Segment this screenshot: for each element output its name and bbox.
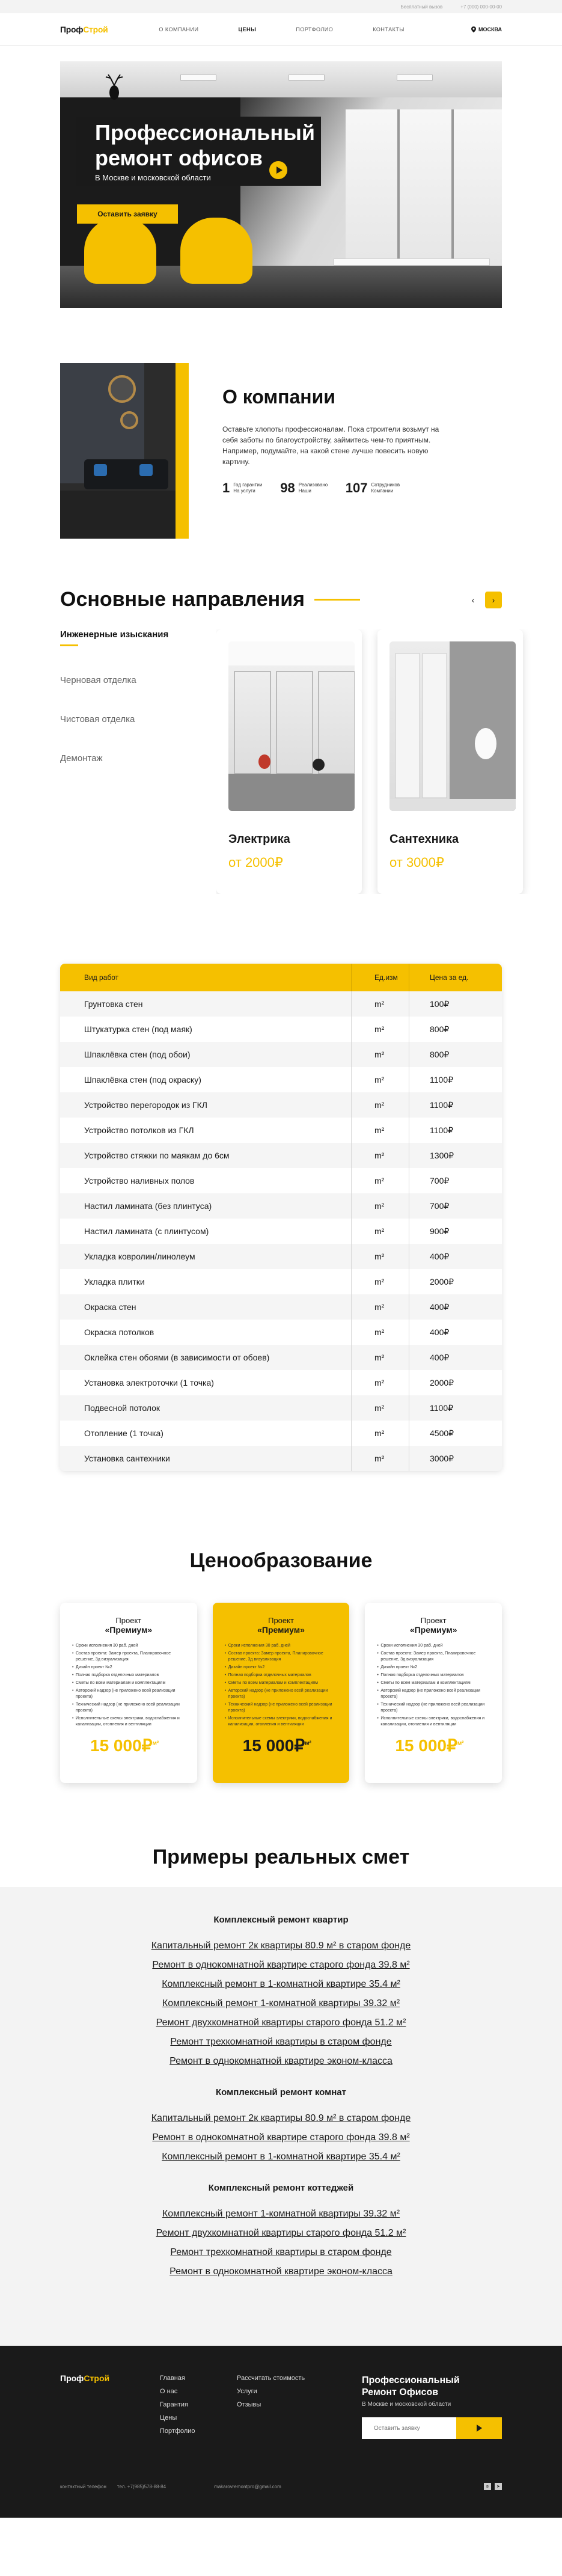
card-price: от 2000₽: [228, 855, 283, 870]
stat-employees: [346, 480, 402, 496]
footer-cta-title-line1: Профессиональный: [362, 2375, 460, 2385]
nav-item-portfolio[interactable]: ПОРТФОЛИО: [296, 26, 334, 32]
hero-window: [346, 109, 502, 266]
window-frame: [451, 109, 454, 266]
table-cell: m²: [351, 1067, 409, 1092]
service-cards: [216, 629, 562, 894]
table-cell: 700₽: [409, 1193, 502, 1219]
stat-label: Сотрудников Компании: [371, 482, 400, 494]
table-row: [60, 1370, 502, 1395]
estimates-group-heading: Комплексный ремонт квартир: [213, 1915, 349, 1925]
plan-feature: • Авторский надзор (не приложено всей реализации проекта): [72, 1688, 185, 1700]
pricing-plan-card[interactable]: [213, 1603, 350, 1783]
plan-feature: • Сроки исполнения 30 раб. дней: [72, 1643, 185, 1649]
about-title: О компании: [222, 386, 335, 408]
pillow: [94, 464, 107, 476]
table-cell: 1100₽: [409, 1118, 502, 1143]
table-cell: Устройство перегородок из ГКЛ: [84, 1100, 207, 1110]
estimate-link[interactable]: Ремонт в однокомнатной квартире старого фонда 39.8 м²: [152, 2132, 410, 2143]
wall-plate: [120, 411, 138, 429]
card-title: Сантехника: [389, 833, 459, 846]
estimate-link[interactable]: Комплексный ремонт 1-комнатной квартиры 39.32 м²: [162, 1998, 400, 2008]
ceiling-light: [289, 75, 325, 81]
table-cell: Устройство наливных полов: [84, 1176, 195, 1186]
table-cell: m²: [351, 1219, 409, 1244]
table-row: [60, 1042, 502, 1067]
table-cell: 400₽: [409, 1294, 502, 1320]
table-cell: 1300₽: [409, 1143, 502, 1168]
plan-price-value: 15 000₽: [90, 1736, 153, 1755]
plan-name: «Премиум»: [105, 1625, 153, 1635]
email-link[interactable]: makarovremontpro@gmail.com: [214, 2483, 281, 2489]
table-row: [60, 1219, 502, 1244]
vk-icon[interactable]: в: [484, 2483, 491, 2490]
plan-price-value: 15 000₽: [395, 1736, 457, 1755]
table-cell: m²: [351, 1143, 409, 1168]
table-cell: Подвесной потолок: [84, 1403, 160, 1413]
top-strip: [0, 0, 562, 13]
about-description: Оставьте хлопоты профессионалам. Пока строители возьмут на себя заботы по благоустройству, займитесь чем-то приятным. Например, подумайте, на какой стене лучше повесить новую картину.: [222, 425, 439, 466]
table-row: [60, 1067, 502, 1092]
table-body: [60, 991, 502, 1471]
footer-link[interactable]: О нас: [160, 2388, 178, 2395]
table-cell: m²: [351, 1092, 409, 1118]
table-cell: 100₽: [409, 991, 502, 1017]
direction-item[interactable]: Чистовая отделка: [60, 714, 135, 724]
about-stats: [222, 480, 453, 496]
table-cell: 900₽: [409, 1219, 502, 1244]
table-row: [60, 991, 502, 1017]
stat-label: Год гарантии На услуги: [233, 482, 263, 494]
plan-feature: • Состав проекта: Замер проекта, Планировочное решение, 3д визуализация: [225, 1651, 338, 1663]
estimate-link[interactable]: Ремонт трехкомнатной квартиры в старом фонде: [170, 2247, 392, 2257]
service-card-plumbing[interactable]: [377, 629, 523, 894]
table-cell: m²: [351, 1320, 409, 1345]
direction-item[interactable]: Демонтаж: [60, 753, 103, 763]
estimate-link[interactable]: Комплексный ремонт в 1-комнатной квартире 35.4 м²: [162, 2152, 400, 2162]
card-image: [389, 641, 516, 811]
plan-feature: • Полная подборка отделочных материалов: [377, 1672, 490, 1678]
stat-number: 98: [280, 480, 295, 495]
logo[interactable]: [60, 25, 108, 34]
estimate-link[interactable]: Ремонт двухкомнатной квартиры старого фонда 51.2 м²: [156, 2228, 406, 2238]
phone-number[interactable]: тел. +7(985)578-88-84: [117, 2483, 166, 2489]
estimates-title: Примеры реальных смет: [152, 1846, 410, 1868]
plan-label: Проект: [268, 1616, 294, 1625]
plan-feature: • Исполнительные схемы электрики, водоснабжения и канализации, отопления и вентиляции: [225, 1716, 338, 1728]
estimate-link[interactable]: Ремонт в однокомнатной квартире эконом-класса: [170, 2266, 392, 2277]
table-cell: m²: [351, 1395, 409, 1421]
table-cell: m²: [351, 1269, 409, 1294]
footer-cta-title-line2: Ремонт Офисов: [362, 2387, 439, 2397]
yellow-accent-bar: [176, 363, 189, 539]
footer-link[interactable]: Рассчитать стоимость: [237, 2375, 305, 2382]
directions-menu: [60, 629, 216, 894]
table-cell: Окраска стен: [84, 1302, 136, 1312]
table-cell: Настил ламината (с плинтусом): [84, 1226, 209, 1236]
social-links: [484, 2483, 502, 2490]
footer-form: [362, 2417, 502, 2439]
stat-number: 1: [222, 480, 230, 495]
send-arrow-button[interactable]: [456, 2417, 502, 2439]
footer-logo[interactable]: [60, 2373, 109, 2383]
table-cell: m²: [351, 1294, 409, 1320]
table-row: [60, 1446, 502, 1471]
nav-item-contacts[interactable]: КОНТАКТЫ: [373, 26, 405, 32]
plan-feature: • Технический надзор (не приложено всей реализации проекта): [72, 1702, 185, 1714]
table-cell: Отопление (1 точка): [84, 1428, 163, 1438]
deer-head-decor-icon: [96, 73, 132, 103]
bathroom-illustration: [389, 641, 516, 811]
estimates-group-heading: Комплексный ремонт комнат: [216, 2087, 346, 2097]
card-price: от 3000₽: [389, 855, 444, 870]
card-title: Электрика: [228, 833, 290, 846]
table-cell: Установка сантехники: [84, 1454, 170, 1463]
estimates-group: [60, 2183, 502, 2277]
table-header-cell: Цена за ед.: [409, 964, 502, 991]
stat-number: 107: [345, 480, 368, 495]
estimates-section: [0, 1887, 562, 2346]
table-row: [60, 1395, 502, 1421]
directions-header: [60, 588, 502, 611]
estimate-link[interactable]: Ремонт в однокомнатной квартире старого фонда 39.8 м²: [152, 1960, 410, 1970]
location-pin-icon: [471, 26, 476, 32]
table-header-cell: Ед.изм: [351, 964, 409, 991]
request-input[interactable]: [362, 2417, 456, 2439]
ceiling-light: [180, 75, 216, 81]
plan-price-unit: м²: [152, 1740, 159, 1747]
plan-label: Проект: [115, 1616, 142, 1625]
table-cell: m²: [351, 1421, 409, 1446]
table-cell: 4500₽: [409, 1421, 502, 1446]
estimate-link[interactable]: Капитальный ремонт 2к квартиры 80.9 м² в старом фонде: [151, 2113, 411, 2123]
plan-feature: • Технический надзор (не приложено всей реализации проекта): [225, 1702, 338, 1714]
table-row: [60, 1244, 502, 1269]
nav-item-prices[interactable]: ЦЕНЫ: [238, 26, 257, 32]
estimates-group: [60, 1915, 502, 2067]
plan-price: [90, 1736, 159, 1755]
table-cell: 1100₽: [409, 1395, 502, 1421]
plan-price-unit: м²: [305, 1740, 311, 1747]
plan-feature: • Дизайн проект №2: [377, 1665, 490, 1671]
table-row: [60, 1092, 502, 1118]
table-cell: m²: [351, 1193, 409, 1219]
plan-price: [395, 1736, 463, 1755]
plan-feature: • Исполнительные схемы электрики, водоснабжения и канализации, отопления и вентиляции: [72, 1716, 185, 1728]
hero-title-line2: ремонт офисов: [95, 145, 263, 170]
estimates-group-heading: Комплексный ремонт коттеджей: [208, 2183, 354, 2193]
pricing-plan-card[interactable]: [365, 1603, 502, 1783]
plan-feature: • Сметы по всем материалам и комплектациям: [225, 1680, 338, 1686]
hero-desk: [334, 259, 490, 266]
estimate-link[interactable]: Ремонт трехкомнатной квартиры в старом фонде: [170, 2037, 392, 2047]
header: [0, 13, 562, 46]
table-cell: 2000₽: [409, 1370, 502, 1395]
table-row: [60, 1118, 502, 1143]
plan-feature: • Дизайн проект №2: [225, 1665, 338, 1671]
window-frame: [397, 109, 400, 266]
estimate-link[interactable]: Комплексный ремонт 1-комнатной квартиры 39.32 м²: [162, 2209, 400, 2219]
table-cell: m²: [351, 1345, 409, 1370]
estimates-group: [60, 2087, 502, 2162]
table-row: [60, 1017, 502, 1042]
table-header: [60, 964, 502, 991]
plan-feature: • Полная подборка отделочных материалов: [225, 1672, 338, 1678]
direction-item[interactable]: Инженерные изыскания: [60, 629, 216, 646]
service-card-electrics[interactable]: [216, 629, 362, 894]
direction-item[interactable]: Черновая отделка: [60, 675, 136, 685]
table-cell: Укладка ковролин/линолеум: [84, 1252, 195, 1261]
table-cell: m²: [351, 1446, 409, 1471]
stat-label: Реализовано Наши: [298, 482, 328, 494]
footer-nav-col1: [160, 2375, 195, 2441]
plan-feature: • Сроки исполнения 30 раб. дней: [225, 1643, 338, 1649]
table-cell: m²: [351, 1017, 409, 1042]
yellow-chair: [180, 218, 252, 284]
plan-price-value: 15 000₽: [242, 1736, 305, 1755]
about-text: [222, 363, 453, 539]
table-cell: m²: [351, 1370, 409, 1395]
table-cell: Окраска потолков: [84, 1327, 154, 1337]
table-row: [60, 1320, 502, 1345]
pricing-title: Ценообразование: [189, 1549, 373, 1572]
directions-title: Основные направления: [60, 588, 305, 611]
table-cell: Устройство потолков из ГКЛ: [84, 1125, 194, 1135]
plan-feature: • Авторский надзор (не приложено всей реализации проекта): [377, 1688, 490, 1700]
wall-plate: [108, 375, 136, 403]
table-cell: Укладка плитки: [84, 1277, 145, 1286]
footer-link[interactable]: Отзывы: [237, 2401, 261, 2408]
plan-feature: • Сметы по всем материалам и комплектациям: [377, 1680, 490, 1686]
plan-price-unit: м²: [457, 1740, 464, 1747]
table-cell: m²: [351, 1042, 409, 1067]
estimate-link[interactable]: Ремонт в однокомнатной квартире эконом-класса: [170, 2056, 392, 2066]
hero-title-line1: Профессиональный: [95, 120, 315, 145]
footer-cta: [362, 2375, 502, 2439]
footer-link[interactable]: Гарантия: [160, 2401, 188, 2408]
table-row: [60, 1421, 502, 1446]
hero-request-button[interactable]: Оставить заявку: [77, 204, 178, 224]
plan-price: [243, 1736, 311, 1755]
stat-warranty: [222, 480, 263, 496]
nav-item-about[interactable]: О КОМПАНИИ: [159, 26, 199, 32]
table-cell: m²: [351, 1118, 409, 1143]
table-cell: Оклейка стен обоями (в зависимости от обоев): [84, 1353, 270, 1362]
table-row: [60, 1168, 502, 1193]
pricing-plan-card[interactable]: [60, 1603, 197, 1783]
logo-accent: Строй: [84, 2373, 110, 2383]
table-row: [60, 1294, 502, 1320]
plan-name: «Премиум»: [257, 1625, 305, 1635]
footer-link[interactable]: Цены: [160, 2414, 177, 2422]
telegram-icon[interactable]: ➤: [495, 2483, 502, 2490]
table-cell: Шпаклёвка стен (под окраску): [84, 1075, 201, 1085]
city-selector[interactable]: [471, 26, 502, 32]
estimate-link[interactable]: Ремонт двухкомнатной квартиры старого фонда 51.2 м²: [156, 2018, 406, 2028]
yellow-chair: [84, 218, 156, 284]
hero-banner: [60, 61, 502, 308]
table-cell: m²: [351, 1244, 409, 1269]
footer: [0, 2346, 562, 2518]
table-cell: 2000₽: [409, 1269, 502, 1294]
logo-main: Проф: [60, 24, 84, 34]
table-cell: 700₽: [409, 1168, 502, 1193]
hero-subtitle: В Москве и московской области: [95, 173, 211, 182]
table-cell: Установка электроточки (1 точка): [84, 1378, 214, 1387]
table-row: [60, 1345, 502, 1370]
plan-name: «Премиум»: [409, 1625, 457, 1635]
table-cell: Устройство стяжки по маякам до 6см: [84, 1151, 230, 1160]
table-cell: Настил ламината (без плинтуса): [84, 1201, 212, 1211]
price-table: [60, 964, 502, 1471]
city-label: МОСКВА: [478, 26, 502, 32]
next-arrow-icon[interactable]: ›: [485, 592, 502, 608]
table-cell: Штукатурка стен (под маяк): [84, 1024, 192, 1034]
estimate-link[interactable]: Капитальный ремонт 2к квартиры 80.9 м² в старом фонде: [151, 1941, 411, 1951]
about-image: [60, 363, 189, 539]
plan-feature: • Дизайн проект №2: [72, 1665, 185, 1671]
table-cell: 400₽: [409, 1244, 502, 1269]
estimate-link[interactable]: Комплексный ремонт в 1-комнатной квартире 35.4 м²: [162, 1979, 400, 1989]
plan-feature: • Сметы по всем материалам и комплектациям: [72, 1680, 185, 1686]
plan-feature: • Авторский надзор (не приложено всей реализации проекта): [225, 1688, 338, 1700]
plan-feature: • Исполнительные схемы электрики, водоснабжения и канализации, отопления и вентиляции: [377, 1716, 490, 1728]
table-row: [60, 1193, 502, 1219]
logo-accent: Строй: [83, 24, 108, 34]
table-cell: Грунтовка стен: [84, 999, 143, 1009]
footer-link[interactable]: Услуги: [237, 2388, 257, 2395]
footer-bottom: [60, 2483, 502, 2490]
plan-feature: • Состав проекта: Замер проекта, Планировочное решение, 3д визуализация: [72, 1651, 185, 1663]
table-cell: 400₽: [409, 1320, 502, 1345]
table-cell: 400₽: [409, 1345, 502, 1370]
top-strip-right[interactable]: +7 (000) 000-00-00: [460, 4, 502, 10]
main-nav: [159, 26, 404, 32]
plan-feature: • Сроки исполнения 30 раб. дней: [377, 1643, 490, 1649]
about-section: [60, 363, 502, 539]
footer-link[interactable]: Портфолио: [160, 2428, 195, 2435]
footer-nav-col2: [237, 2375, 305, 2414]
phone-label: контактный телефон: [60, 2483, 106, 2489]
top-strip-left: Бесплатный вызов: [400, 4, 443, 10]
plan-feature: • Полная подборка отделочных материалов: [72, 1672, 185, 1678]
table-cell: Шпаклёвка стен (под обои): [84, 1050, 191, 1059]
pricing-plans: [60, 1603, 502, 1783]
table-cell: m²: [351, 1168, 409, 1193]
table-cell: 3000₽: [409, 1446, 502, 1471]
table-header-cell: Вид работ: [84, 973, 119, 982]
logo-main: Проф: [60, 2373, 84, 2383]
card-image: [228, 641, 355, 811]
stat-projects: [280, 480, 328, 496]
table-cell: 800₽: [409, 1042, 502, 1067]
prev-arrow-icon[interactable]: ‹: [471, 595, 475, 605]
play-video-button[interactable]: [269, 161, 287, 179]
directions-body: [60, 629, 562, 894]
table-cell: 1100₽: [409, 1092, 502, 1118]
footer-link[interactable]: Главная: [160, 2375, 185, 2382]
plan-feature: • Состав проекта: Замер проекта, Планировочное решение, 3д визуализация: [377, 1651, 490, 1663]
table-cell: m²: [351, 991, 409, 1017]
table-row: [60, 1269, 502, 1294]
plan-label: Проект: [420, 1616, 447, 1625]
about-rug: [60, 491, 189, 539]
ceiling-light: [397, 75, 433, 81]
table-cell: 800₽: [409, 1017, 502, 1042]
table-row: [60, 1143, 502, 1168]
office-glass-illustration: [228, 641, 355, 811]
title-underline: [314, 599, 360, 601]
plan-feature: • Технический надзор (не приложено всей реализации проекта): [377, 1702, 490, 1714]
footer-cta-subtitle: В Москве и московской области: [362, 2401, 451, 2408]
pillow: [139, 464, 153, 476]
table-cell: 1100₽: [409, 1067, 502, 1092]
